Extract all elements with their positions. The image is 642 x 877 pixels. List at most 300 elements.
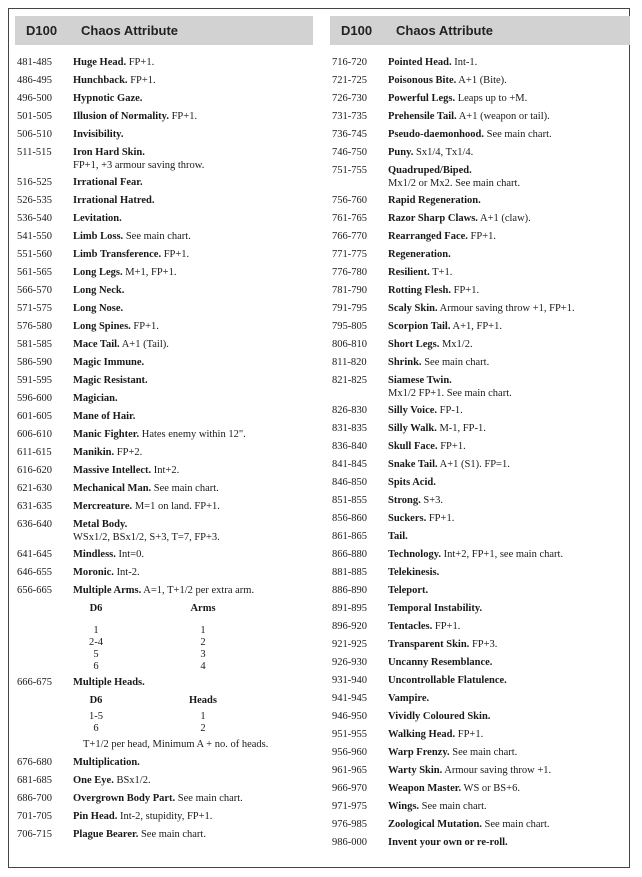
- attribute-name: Snake Tail.: [388, 459, 438, 470]
- attribute-row: [330, 765, 630, 783]
- attribute-name: Regeneration.: [388, 249, 451, 260]
- attribute-effect: S+3.: [420, 495, 444, 506]
- roll-range: 576-580: [17, 321, 52, 332]
- attribute-row: [330, 93, 630, 111]
- roll-range: 631-635: [17, 501, 52, 512]
- attribute-name: Technology.: [388, 549, 442, 560]
- subtable-row: [84, 723, 313, 735]
- attribute-effect: Int=0.: [115, 549, 144, 560]
- attribute-effect: Mx1/2.: [439, 339, 473, 350]
- attribute-name: Long Neck.: [73, 285, 125, 296]
- attribute-effect: FP+1.: [127, 75, 156, 86]
- heads-note: T+1/2 per head, Minimum A + no. of heads.: [83, 739, 269, 750]
- attribute-name: Hunchback.: [73, 75, 128, 86]
- attribute-name: Mechanical Man.: [73, 483, 152, 494]
- attribute-row: [330, 147, 630, 165]
- attribute-row: [15, 677, 313, 695]
- attribute-name: Teleport.: [388, 585, 429, 596]
- attribute-row: [330, 321, 630, 339]
- attribute-row: [330, 129, 630, 147]
- attribute-name: Pin Head.: [73, 811, 118, 822]
- arms-head-d6: D6: [89, 603, 103, 614]
- attribute-row: [15, 129, 313, 147]
- attribute-name: Long Spines.: [73, 321, 131, 332]
- subtable-result: 2: [200, 723, 206, 734]
- roll-range: 861-865: [332, 531, 367, 542]
- roll-range: 736-745: [332, 129, 367, 140]
- roll-range: 706-715: [17, 829, 52, 840]
- attribute-effect: FP+1.: [161, 249, 190, 260]
- attribute-name: Vampire.: [388, 693, 430, 704]
- attribute-name: Scaly Skin.: [388, 303, 438, 314]
- attribute-name: Overgrown Body Part.: [73, 793, 176, 804]
- attribute-effect: FP+1.: [168, 111, 198, 122]
- attribute-row: [15, 501, 313, 519]
- roll-range: 616-620: [17, 465, 52, 476]
- right-rows: [330, 57, 630, 855]
- attribute-row: [15, 303, 313, 321]
- attribute-name: Warty Skin.: [388, 765, 443, 776]
- attribute-effect: Armour saving throw +1.: [442, 765, 552, 776]
- attribute-row: [15, 811, 313, 829]
- attribute-row: [330, 357, 630, 375]
- roll-range: 701-705: [17, 811, 52, 822]
- attribute-name: Illusion of Normality.: [73, 111, 169, 122]
- attribute-effect: Hates enemy within 12".: [139, 429, 246, 440]
- attribute-name: Shrink.: [388, 357, 422, 368]
- roll-range: 676-680: [17, 757, 52, 768]
- attribute-row: [330, 267, 630, 285]
- attribute-name: Silly Voice.: [388, 405, 438, 416]
- attribute-row: [15, 213, 313, 231]
- attribute-effect: Int+2.: [151, 465, 180, 476]
- attribute-effect: Int-2, stupidity, FP+1.: [117, 811, 213, 822]
- attribute-row: [15, 231, 313, 249]
- attribute-name: Pointed Head.: [388, 57, 452, 68]
- attribute-row: [15, 375, 313, 393]
- attribute-row: [15, 829, 313, 847]
- attribute-row: [15, 793, 313, 811]
- roll-range: 621-630: [17, 483, 52, 494]
- attribute-row: [15, 757, 313, 775]
- attribute-effect: Int+2, FP+1, see main chart.: [441, 549, 564, 560]
- roll-range: 501-505: [17, 111, 52, 122]
- attribute-row: [15, 75, 313, 93]
- header-d100: D100: [26, 23, 58, 38]
- attribute-name: Iron Hard Skin.: [73, 147, 145, 158]
- roll-range: 831-835: [332, 423, 367, 434]
- roll-range: 821-825: [332, 375, 367, 386]
- roll-range: 791-795: [332, 303, 367, 314]
- attribute-row: [330, 339, 630, 357]
- roll-range: 511-515: [17, 147, 52, 158]
- attribute-effect: FP+1.: [451, 285, 480, 296]
- attribute-effect: See main chart.: [481, 819, 550, 830]
- subtable-roll: 1-5: [89, 711, 103, 722]
- attribute-name: Spits Acid.: [388, 477, 436, 488]
- attribute-effect: See main chart.: [419, 801, 487, 812]
- subtable-roll: 5: [93, 649, 99, 660]
- attribute-name: Skull Face.: [388, 441, 438, 452]
- roll-range: 726-730: [332, 93, 367, 104]
- attribute-name: Irrational Fear.: [73, 177, 143, 188]
- attribute-name: Magic Immune.: [73, 357, 145, 368]
- attribute-name: Strong.: [388, 495, 421, 506]
- subtable-row: [84, 649, 313, 661]
- attribute-name: Uncanny Resemblance.: [388, 657, 493, 668]
- attribute-row: [15, 411, 313, 429]
- attribute-row: [15, 111, 313, 129]
- subtable-result: 2: [200, 637, 206, 648]
- heads-head-heads: Heads: [188, 695, 217, 706]
- roll-range: 826-830: [332, 405, 367, 416]
- roll-range: 846-850: [332, 477, 367, 488]
- attribute-effect-line2: Mx1/2 or Mx2. See main chart.: [388, 177, 521, 189]
- roll-range: 721-725: [332, 75, 367, 86]
- attribute-name: Quadruped/Biped.: [388, 165, 472, 176]
- attribute-name: Manic Fighter.: [73, 429, 140, 440]
- roll-range: 481-485: [17, 57, 52, 68]
- attribute-row: [15, 195, 313, 213]
- attribute-name: Hypnotic Gaze.: [73, 93, 143, 104]
- attribute-row: [330, 423, 630, 441]
- roll-range: 716-720: [332, 57, 367, 68]
- attribute-effect: Int-1.: [451, 57, 478, 68]
- attribute-row: [15, 93, 313, 111]
- subtable-result: 4: [200, 661, 206, 672]
- attribute-row: [330, 531, 630, 549]
- attribute-row: [330, 57, 630, 75]
- attribute-row: [330, 837, 630, 855]
- attribute-row: [330, 567, 630, 585]
- attribute-row: [15, 249, 313, 267]
- attribute-name: Multiplication.: [73, 757, 140, 768]
- roll-range: 926-930: [332, 657, 367, 668]
- attribute-row: [15, 775, 313, 793]
- attribute-name: Limb Loss.: [73, 231, 124, 242]
- attribute-row: [330, 783, 630, 801]
- attribute-name: Multiple Arms.: [73, 585, 142, 596]
- attribute-effect: See main chart.: [151, 483, 219, 494]
- roll-range: 856-860: [332, 513, 367, 524]
- roll-range: 771-775: [332, 249, 367, 260]
- attribute-name: Metal Body.: [73, 519, 128, 530]
- attribute-name: Mace Tail.: [73, 339, 120, 350]
- roll-range: 811-820: [332, 357, 367, 368]
- roll-range: 776-780: [332, 267, 367, 278]
- attribute-row: [330, 285, 630, 303]
- roll-range: 496-500: [17, 93, 52, 104]
- attribute-effect: See main chart.: [123, 231, 191, 242]
- roll-range: 931-940: [332, 675, 367, 686]
- attribute-name: Short Legs.: [388, 339, 440, 350]
- attribute-name: Mercreature.: [73, 501, 133, 512]
- attribute-row: [330, 675, 630, 693]
- attribute-name: Levitation.: [73, 213, 122, 224]
- roll-range: 971-975: [332, 801, 367, 812]
- attribute-row: [330, 549, 630, 567]
- attribute-name: Huge Head.: [73, 57, 127, 68]
- roll-range: 746-750: [332, 147, 367, 158]
- left-column: [15, 16, 313, 847]
- attribute-row: [330, 729, 630, 747]
- attribute-name: Wings.: [388, 801, 420, 812]
- roll-range: 636-640: [17, 519, 52, 530]
- attribute-row: [330, 249, 630, 267]
- attribute-row: [15, 393, 313, 411]
- attribute-effect: M-1, FP-1.: [436, 423, 486, 434]
- roll-range: 551-560: [17, 249, 52, 260]
- attribute-effect: Armour saving throw +1, FP+1.: [437, 303, 575, 314]
- attribute-name: Invisibility.: [73, 129, 124, 140]
- attribute-row: [15, 519, 313, 549]
- attribute-effect: T+1.: [429, 267, 453, 278]
- attribute-row: [330, 111, 630, 129]
- attribute-effect: A+1 (S1). FP=1.: [437, 459, 510, 470]
- attribute-row: [15, 429, 313, 447]
- roll-range: 596-600: [17, 393, 52, 404]
- roll-range: 756-760: [332, 195, 367, 206]
- roll-range: 601-605: [17, 411, 52, 422]
- attribute-row: [330, 495, 630, 513]
- attribute-effect: A+1, FP+1.: [450, 321, 502, 332]
- attribute-name: Limb Transference.: [73, 249, 162, 260]
- attribute-effect: FP+1.: [432, 621, 461, 632]
- attribute-name: Invent your own or re-roll.: [388, 837, 508, 848]
- attribute-name: Siamese Twin.: [388, 375, 452, 386]
- subtable-result: 1: [200, 711, 206, 722]
- attribute-effect-line2: WSx1/2, BSx1/2, S+3, T=7, FP+3.: [73, 531, 220, 543]
- attribute-name: Rapid Regeneration.: [388, 195, 481, 206]
- right-column: [330, 16, 630, 855]
- roll-range: 606-610: [17, 429, 52, 440]
- attribute-name: Mindless.: [73, 549, 116, 560]
- attribute-row: [330, 405, 630, 423]
- attribute-row: [15, 357, 313, 375]
- attribute-effect: Sx1/4, Tx1/4.: [413, 147, 474, 158]
- roll-range: 866-880: [332, 549, 367, 560]
- attribute-row: [330, 303, 630, 321]
- subtable-roll: 6: [93, 723, 99, 734]
- attribute-name: Weapon Master.: [388, 783, 462, 794]
- roll-range: 921-925: [332, 639, 367, 650]
- attribute-name: Vividly Coloured Skin.: [388, 711, 491, 722]
- right-table-header: [330, 16, 630, 45]
- left-end-rows: [15, 757, 313, 847]
- attribute-effect: A+1 (Bite).: [456, 75, 507, 86]
- header-d100: D100: [341, 23, 373, 38]
- attribute-effect-line2: FP+1, +3 armour saving throw.: [73, 159, 205, 171]
- attribute-row: [330, 747, 630, 765]
- attribute-name: Walking Head.: [388, 729, 456, 740]
- attribute-name: Magic Resistant.: [73, 375, 148, 386]
- roll-range: 976-985: [332, 819, 367, 830]
- roll-range: 641-645: [17, 549, 52, 560]
- roll-range: 731-735: [332, 111, 367, 122]
- attribute-effect: WS or BS+6.: [461, 783, 520, 794]
- attribute-name: Tail.: [388, 531, 408, 542]
- roll-range: 766-770: [332, 231, 367, 242]
- attribute-row: [330, 375, 630, 405]
- roll-range: 886-890: [332, 585, 367, 596]
- attribute-row: [15, 465, 313, 483]
- attribute-effect: FP+1.: [467, 231, 496, 242]
- attribute-name: One Eye.: [73, 775, 114, 786]
- attribute-effect-line2: Mx1/2 FP+1. See main chart.: [388, 387, 512, 399]
- attribute-name: Temporal Instability.: [388, 603, 483, 614]
- attribute-name: Powerful Legs.: [388, 93, 456, 104]
- attribute-row: [15, 267, 313, 285]
- attribute-row: [15, 549, 313, 567]
- attribute-row: [330, 195, 630, 213]
- attribute-row: [330, 639, 630, 657]
- roll-range: 781-790: [332, 285, 367, 296]
- attribute-row: [330, 477, 630, 495]
- attribute-effect: FP+1.: [426, 513, 455, 524]
- attribute-name: Telekinesis.: [388, 567, 440, 578]
- attribute-name: Plague Bearer.: [73, 829, 139, 840]
- roll-range: 561-565: [17, 267, 52, 278]
- left-mid-rows: [15, 677, 313, 695]
- attribute-row: [330, 603, 630, 621]
- attribute-effect: Int-2.: [113, 567, 140, 578]
- roll-range: 951-955: [332, 729, 367, 740]
- arms-head-arms: Arms: [190, 603, 216, 614]
- attribute-name: Razor Sharp Claws.: [388, 213, 478, 224]
- attribute-name: Prehensile Tail.: [388, 111, 457, 122]
- attribute-row: [15, 585, 313, 603]
- roll-range: 946-950: [332, 711, 367, 722]
- header-chaos-attribute: Chaos Attribute: [81, 23, 179, 38]
- roll-range: 836-840: [332, 441, 367, 452]
- roll-range: 571-575: [17, 303, 52, 314]
- attribute-effect: FP+3.: [469, 639, 498, 650]
- header-chaos-attribute: Chaos Attribute: [396, 23, 494, 38]
- attribute-row: [15, 177, 313, 195]
- roll-range: 686-700: [17, 793, 52, 804]
- attribute-name: Pseudo-daemonhood.: [388, 129, 484, 140]
- attribute-row: [330, 621, 630, 639]
- attribute-name: Long Nose.: [73, 303, 124, 314]
- attribute-name: Zoological Mutation.: [388, 819, 482, 830]
- roll-range: 851-855: [332, 495, 367, 506]
- roll-range: 611-615: [17, 447, 52, 458]
- attribute-name: Rotting Flesh.: [388, 285, 451, 296]
- attribute-name: Silly Walk.: [388, 423, 437, 434]
- roll-range: 891-895: [332, 603, 367, 614]
- attribute-name: Tentacles.: [388, 621, 433, 632]
- attribute-name: Multiple Heads.: [73, 677, 145, 688]
- attribute-row: [15, 447, 313, 465]
- attribute-row: [330, 513, 630, 531]
- attribute-effect: See main chart.: [483, 129, 552, 140]
- attribute-name: Warp Frenzy.: [388, 747, 450, 758]
- attribute-row: [330, 693, 630, 711]
- attribute-name: Mane of Hair.: [73, 411, 136, 422]
- attribute-name: Long Legs.: [73, 267, 123, 278]
- attribute-row: [15, 483, 313, 501]
- attribute-name: Massive Intellect.: [73, 465, 152, 476]
- attribute-name: Puny.: [388, 147, 414, 158]
- attribute-row: [330, 819, 630, 837]
- attribute-row: [330, 231, 630, 249]
- roll-range: 646-655: [17, 567, 52, 578]
- arms-subtable: [84, 603, 313, 673]
- attribute-row: [330, 585, 630, 603]
- attribute-name: Transparent Skin.: [388, 639, 470, 650]
- roll-range: 656-665: [17, 585, 52, 596]
- roll-range: 941-945: [332, 693, 367, 704]
- attribute-row: [330, 801, 630, 819]
- attribute-effect: See main chart.: [449, 747, 518, 758]
- attribute-name: Rearranged Face.: [388, 231, 468, 242]
- attribute-row: [15, 57, 313, 75]
- roll-range: 966-970: [332, 783, 367, 794]
- roll-range: 881-885: [332, 567, 367, 578]
- roll-range: 581-585: [17, 339, 52, 350]
- attribute-row: [15, 321, 313, 339]
- attribute-effect: A+1 (weapon or tail).: [456, 111, 550, 122]
- attribute-effect: FP+1.: [455, 729, 484, 740]
- roll-range: 666-675: [17, 677, 52, 688]
- roll-range: 806-810: [332, 339, 367, 350]
- attribute-row: [15, 339, 313, 357]
- roll-range: 841-845: [332, 459, 367, 470]
- attribute-effect: A+1 (claw).: [477, 213, 531, 224]
- attribute-row: [330, 75, 630, 93]
- attribute-row: [330, 711, 630, 729]
- attribute-effect: M=1 on land. FP+1.: [132, 501, 220, 512]
- roll-range: 956-960: [332, 747, 367, 758]
- attribute-name: Uncontrollable Flatulence.: [388, 675, 507, 686]
- roll-range: 486-495: [17, 75, 52, 86]
- roll-range: 751-755: [332, 165, 367, 176]
- heads-subtable: [84, 695, 313, 735]
- attribute-effect: See main chart.: [175, 793, 243, 804]
- roll-range: 526-535: [17, 195, 52, 206]
- attribute-effect: Leaps up to +M.: [455, 93, 528, 104]
- roll-range: 761-765: [332, 213, 367, 224]
- subtable-roll: 1: [93, 625, 99, 636]
- roll-range: 516-525: [17, 177, 52, 188]
- attribute-row: [330, 165, 630, 195]
- attribute-effect: M+1, FP+1.: [122, 267, 177, 278]
- attribute-name: Poisonous Bite.: [388, 75, 457, 86]
- subtable-row: [84, 637, 313, 649]
- attribute-name: Irrational Hatred.: [73, 195, 155, 206]
- attribute-row: [330, 213, 630, 231]
- roll-range: 586-590: [17, 357, 52, 368]
- roll-range: 536-540: [17, 213, 52, 224]
- attribute-row: [330, 459, 630, 477]
- attribute-name: Magician.: [73, 393, 118, 404]
- roll-range: 896-920: [332, 621, 367, 632]
- attribute-effect: A=1, T+1/2 per extra arm.: [141, 585, 255, 596]
- subtable-result: 1: [200, 625, 206, 636]
- subtable-row: [84, 711, 313, 723]
- subtable-roll: 6: [93, 661, 99, 672]
- attribute-effect: FP+2.: [114, 447, 143, 458]
- roll-range: 541-550: [17, 231, 52, 242]
- subtable-roll: 2-4: [89, 637, 103, 648]
- attribute-effect: See main chart.: [138, 829, 206, 840]
- attribute-name: Scorpion Tail.: [388, 321, 451, 332]
- heads-head-d6: D6: [89, 695, 103, 706]
- attribute-effect: See main chart.: [421, 357, 490, 368]
- attribute-effect: A+1 (Tail).: [119, 339, 169, 350]
- attribute-effect: FP+1.: [437, 441, 466, 452]
- attribute-name: Resilient.: [388, 267, 430, 278]
